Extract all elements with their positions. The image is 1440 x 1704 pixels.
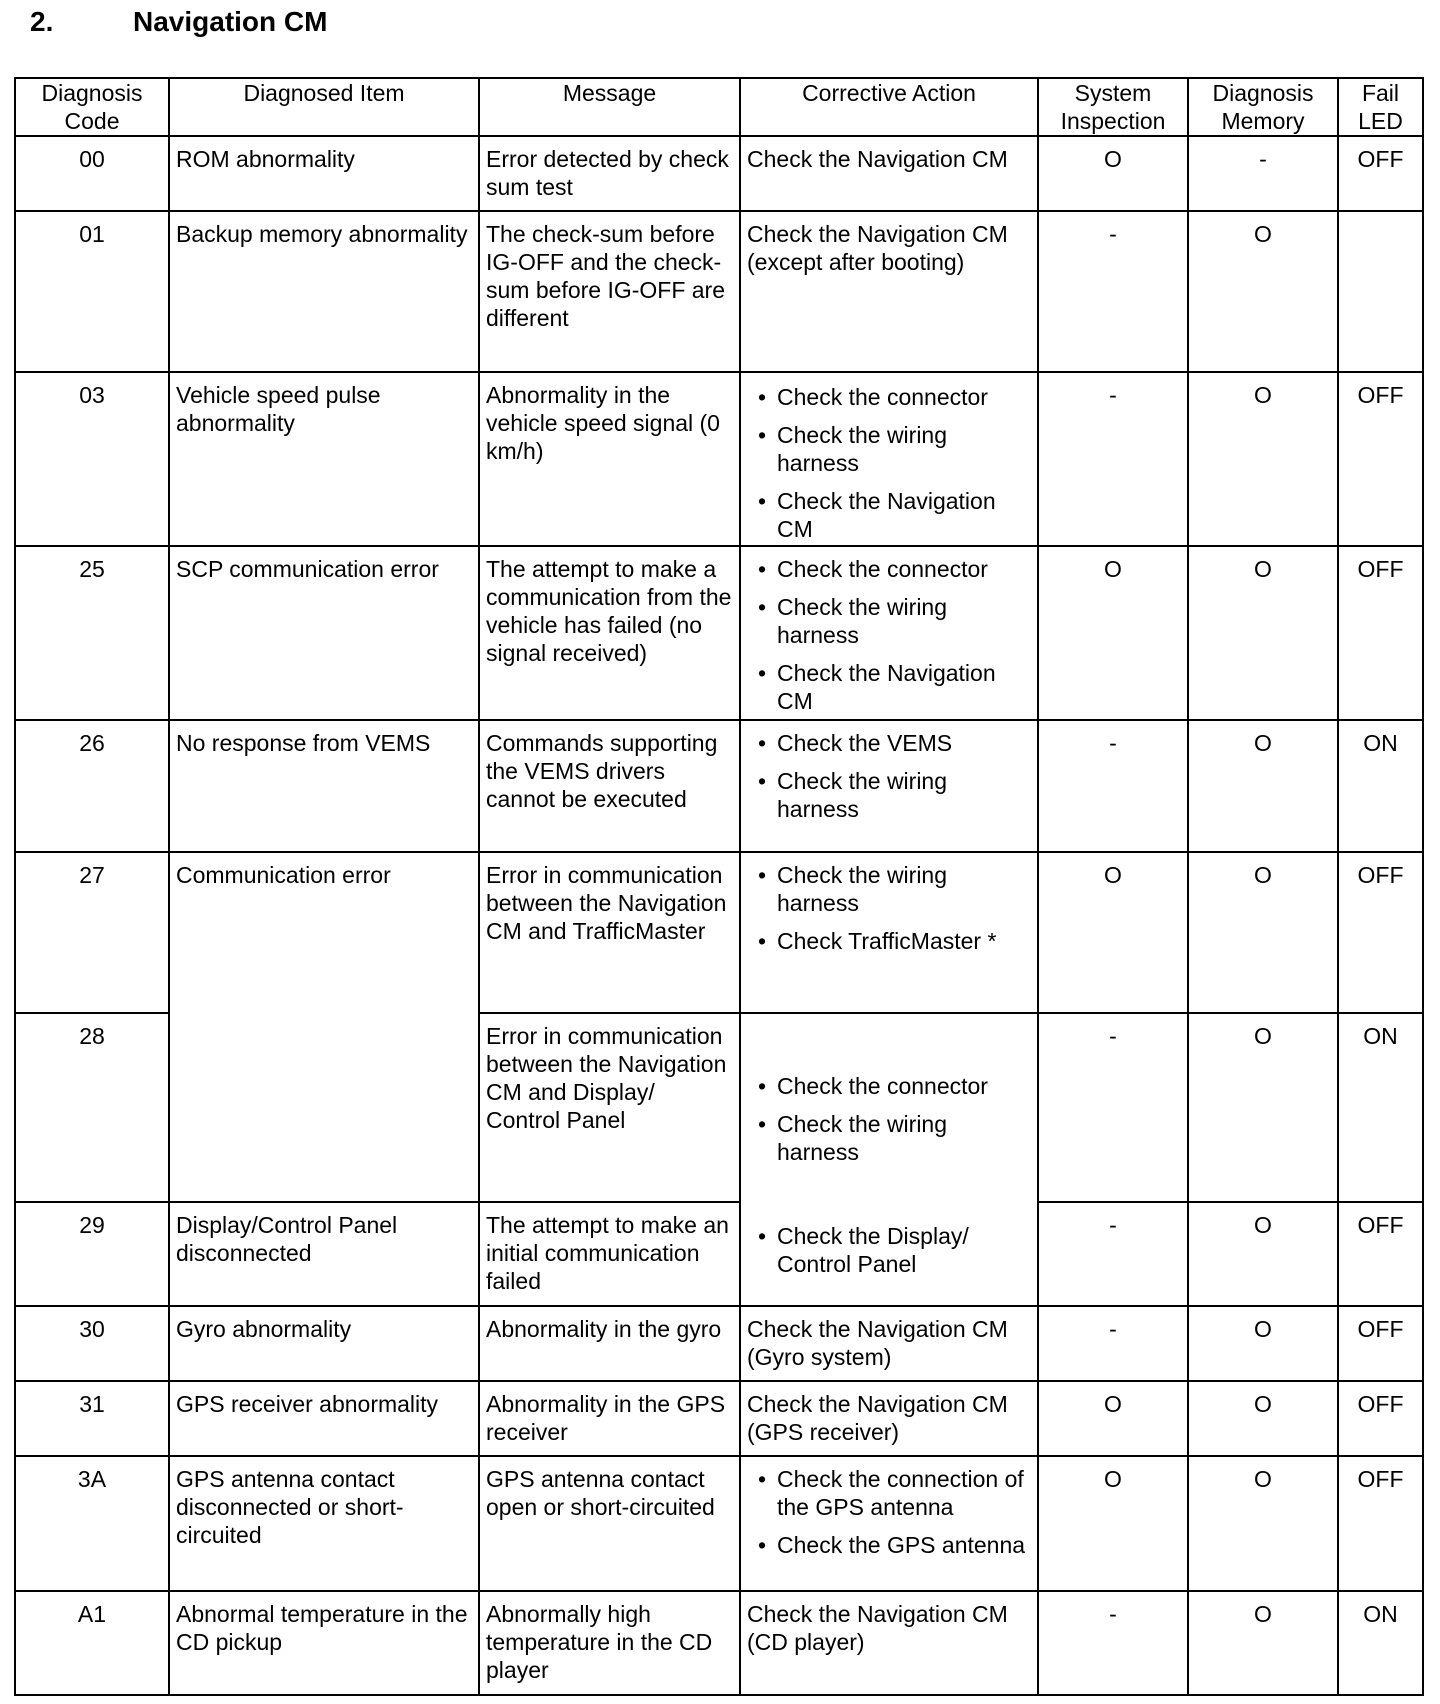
table-row (15, 1202, 1423, 1306)
action-item: • Check the Navigation CM (757, 487, 1031, 543)
message: Error in communication between the Navigation CM and TrafficMaster (479, 852, 740, 1013)
message: Error detected by check sum test (479, 136, 740, 211)
diagnosis-code: 25 (15, 546, 169, 720)
system-inspection: - (1038, 1306, 1188, 1381)
fail-led (1338, 211, 1423, 372)
diagnosis-memory: O (1188, 211, 1338, 372)
corrective-action: Check the Navigation CM (GPS receiver) (740, 1381, 1038, 1456)
fail-led: ON (1338, 1591, 1423, 1695)
diagnosis-code: 28 (15, 1013, 169, 1202)
table-header-row (15, 78, 1423, 136)
diagnosis-code: 26 (15, 720, 169, 852)
message: Abnormally high temperature in the CD player (479, 1591, 740, 1695)
fail-led: OFF (1338, 1456, 1423, 1591)
section-heading (30, 6, 327, 38)
diagnosis-memory: O (1188, 546, 1338, 720)
system-inspection: - (1038, 211, 1188, 372)
action-item: • Check the connection of the GPS antenna (757, 1465, 1031, 1521)
diagnosis-memory: O (1188, 1381, 1338, 1456)
diagnosis-code: 3A (15, 1456, 169, 1591)
action-item: • Check the wiring harness (757, 593, 1031, 649)
corrective-action (740, 1013, 1038, 1306)
diagnosis-memory: O (1188, 1306, 1338, 1381)
fail-led: OFF (1338, 136, 1423, 211)
message: The attempt to make an initial communication failed (479, 1202, 740, 1306)
fail-led: OFF (1338, 852, 1423, 1013)
system-inspection: O (1038, 546, 1188, 720)
table-row (15, 372, 1423, 546)
message: Abnormality in the GPS receiver (479, 1381, 740, 1456)
diagnosed-item: Display/Control Panel disconnected (169, 1202, 479, 1306)
action-item: • Check the connector (757, 555, 1031, 583)
column-header-system-inspection: System Inspection (1038, 78, 1188, 136)
table-row (15, 852, 1423, 1013)
message: Abnormality in the gyro (479, 1306, 740, 1381)
message: Commands supporting the VEMS drivers cannot be executed (479, 720, 740, 852)
message: Error in communication between the Navigation CM and Display/ Control Panel (479, 1013, 740, 1202)
column-header-diagnosis-code: Diagnosis Code (15, 78, 169, 136)
action-item: • Check the Display/ Control Panel (757, 1222, 1031, 1278)
diagnosis-memory: O (1188, 1013, 1338, 1202)
corrective-action: Check the Navigation CM (740, 136, 1038, 211)
column-header-diagnosed-item: Diagnosed Item (169, 78, 479, 136)
message: GPS antenna contact open or short-circuited (479, 1456, 740, 1591)
diagnosis-code: A1 (15, 1591, 169, 1695)
action-item: • Check the VEMS (757, 729, 1031, 757)
message: Abnormality in the vehicle speed signal (0 km/h) (479, 372, 740, 546)
column-header-message: Message (479, 78, 740, 136)
diagnosis-code: 31 (15, 1381, 169, 1456)
action-item: • Check the Navigation CM (757, 659, 1031, 715)
fail-led: OFF (1338, 1381, 1423, 1456)
system-inspection: - (1038, 372, 1188, 546)
fail-led: OFF (1338, 546, 1423, 720)
section-title: Navigation CM (133, 6, 328, 37)
diagnosis-code: 29 (15, 1202, 169, 1306)
diagnosed-item: No response from VEMS (169, 720, 479, 852)
system-inspection: - (1038, 1013, 1188, 1202)
diagnosis-memory: O (1188, 1456, 1338, 1591)
table-row (15, 1306, 1423, 1381)
fail-led: OFF (1338, 1202, 1423, 1306)
diagnosed-item: Gyro abnormality (169, 1306, 479, 1381)
action-item: • Check the connector (757, 1072, 1031, 1100)
diagnosis-code: 00 (15, 136, 169, 211)
diagnosed-item: ROM abnormality (169, 136, 479, 211)
table-row (15, 211, 1423, 372)
system-inspection: O (1038, 852, 1188, 1013)
diagnosis-code: 03 (15, 372, 169, 546)
system-inspection: - (1038, 720, 1188, 852)
table-row (15, 546, 1423, 720)
message: The check-sum before IG-OFF and the check-sum before IG-OFF are different (479, 211, 740, 372)
table-row (15, 1591, 1423, 1695)
table-row (15, 720, 1423, 852)
action-item: • Check the wiring harness (757, 1110, 1031, 1166)
diagnosed-item: Vehicle speed pulse abnormality (169, 372, 479, 546)
system-inspection: - (1038, 1202, 1188, 1306)
section-number: 2. (30, 6, 54, 37)
column-header-fail-led: Fail LED (1338, 78, 1423, 136)
column-header-corrective-action: Corrective Action (740, 78, 1038, 136)
diagnosis-code: 30 (15, 1306, 169, 1381)
system-inspection: - (1038, 1591, 1188, 1695)
corrective-action (740, 372, 1038, 546)
diagnosed-item: SCP communication error (169, 546, 479, 720)
diagnosis-memory: O (1188, 372, 1338, 546)
diagnosed-item: Abnormal temperature in the CD pickup (169, 1591, 479, 1695)
diagnosis-memory: O (1188, 720, 1338, 852)
action-item: • Check the connector (757, 383, 1031, 411)
table-row (15, 1456, 1423, 1591)
corrective-action: Check the Navigation CM (except after booting) (740, 211, 1038, 372)
fail-led: ON (1338, 1013, 1423, 1202)
diagnosis-code: 01 (15, 211, 169, 372)
column-header-diagnosis-memory: Diagnosis Memory (1188, 78, 1338, 136)
action-item: • Check the wiring harness (757, 767, 1031, 823)
table-row (15, 1381, 1423, 1456)
fail-led: ON (1338, 720, 1423, 852)
corrective-action (740, 720, 1038, 852)
action-item: • Check the wiring harness (757, 421, 1031, 477)
table-row (15, 136, 1423, 211)
diagnosis-code: 27 (15, 852, 169, 1013)
corrective-action: Check the Navigation CM (Gyro system) (740, 1306, 1038, 1381)
corrective-action (740, 546, 1038, 720)
diagnosed-item: Communication error (169, 852, 479, 1202)
message: The attempt to make a communication from the vehicle has failed (no signal received) (479, 546, 740, 720)
diagnosed-item: GPS receiver abnormality (169, 1381, 479, 1456)
corrective-action (740, 1456, 1038, 1591)
action-item: • Check the GPS antenna (757, 1531, 1031, 1559)
diagnosed-item: Backup memory abnormality (169, 211, 479, 372)
system-inspection: O (1038, 136, 1188, 211)
corrective-action: Check the Navigation CM (CD player) (740, 1591, 1038, 1695)
action-item: • Check the wiring harness (757, 861, 1031, 917)
diagnosis-memory: O (1188, 1202, 1338, 1306)
corrective-action (740, 852, 1038, 1013)
diagnosis-memory: O (1188, 852, 1338, 1013)
system-inspection: O (1038, 1381, 1188, 1456)
diagnosis-memory: O (1188, 1591, 1338, 1695)
action-item: • Check TrafficMaster * (757, 927, 1031, 955)
diagnosis-memory: - (1188, 136, 1338, 211)
diagnosed-item: GPS antenna contact disconnected or short-circuited (169, 1456, 479, 1591)
system-inspection: O (1038, 1456, 1188, 1591)
fail-led: OFF (1338, 372, 1423, 546)
fail-led: OFF (1338, 1306, 1423, 1381)
diagnosis-table (14, 77, 1424, 1696)
